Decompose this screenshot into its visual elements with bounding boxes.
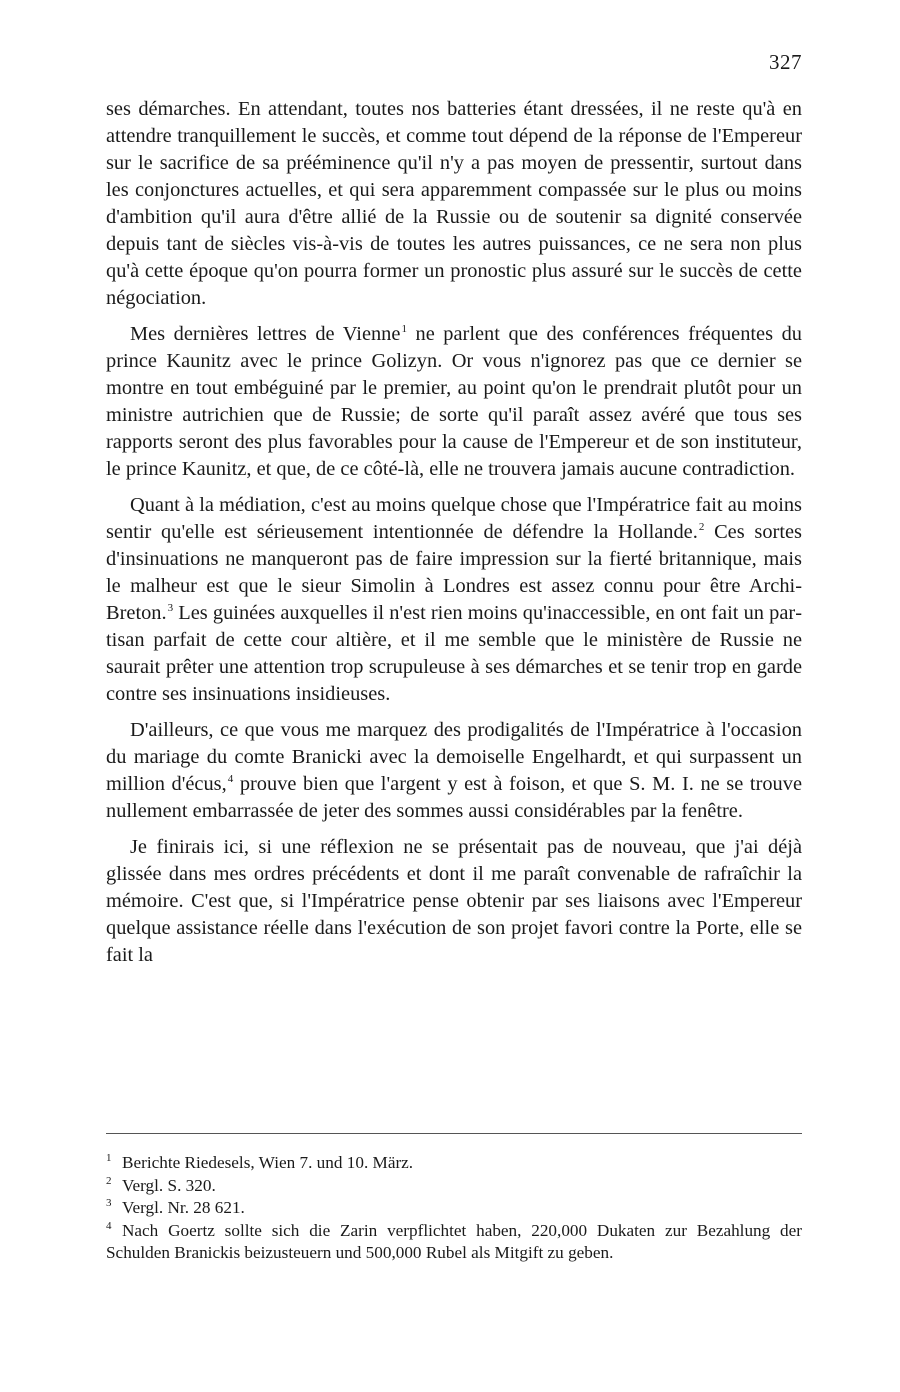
main-text (106, 96, 802, 978)
paragraph-1: ses démarches. En attendant, toutes nos batteries étant dressées, il ne reste qu'à en attendre tranquillement le succès, et comme tout dépend de la réponse de l'Empereur sur le sacrifice de sa prééminence qu'il n'y a pas moyen de pressentir, surtout dans les conjonctures actuelles, et qui sera apparemment compassée sur le plus ou moins d'ambition qu'il aura d'être allié de la Russie ou de soutenir sa dignité conservée depuis tant de siècles vis-à-vis de toutes les autres puissances, ce ne sera non plus qu'à cette époque qu'on pourra former un pronostic plus assuré sur le succès de cette négociation. (106, 98, 802, 309)
footnote-reference: 3 (167, 602, 174, 615)
footnote-4: 4 Nach Goertz sollte sich die Zarin verpflichtet haben, 220,000 Dukaten zur Bezahlung der Schulden Branickis beizusteuern und 500,000 Rubel als Mitgift zu geben. (106, 1219, 802, 1262)
paragraph-text: ne parlent que des conférences fréquentes du prince Kaunitz avec le prince Golizyn. Or vous n'ignorez pas que ce dernier se montre en tout embéguiné par le premier, au point qu'on le prendrait plutôt pour un ministre autrichien que de Russie; de sorte qu'il paraît assez avéré que tous ses rapports seront des plus favorables pour la cause de l'Empereur et de son instituteur, le prince Kaunitz, et que, de ce côté-là, elle ne trouvera jamais aucune contradiction. (106, 323, 802, 480)
footnote-2: 2 Vergl. S. 320. (106, 1174, 216, 1195)
footnote-divider (106, 1133, 802, 1134)
paragraph-5: Je finirais ici, si une réflexion ne se présentait pas de nouveau, que j'ai déjà glissée dans mes ordres précédents et dont il me paraît convenable de rafraîchir la mémoire. C'est que, si l'Impératrice pense obtenir par ses liaisons avec l'Empereur quelque assistance réelle dans l'exécution de son projet favori contre la Porte, elle se fait la (106, 836, 802, 966)
paragraph-text: prouve bien que l'argent y est à foison, et que S. M. I. ne se trouve nullement embarrassée de jeter des sommes aussi considérables par la fenêtre. (106, 773, 802, 822)
footnote-3: 3 Vergl. Nr. 28 621. (106, 1197, 245, 1217)
page-number: 327 (769, 50, 802, 74)
footnote-text: Berichte Riedesels, Wien 7. und 10. März. (122, 1153, 414, 1172)
paragraph-text: Quant à la médiation, c'est au moins quelque chose que l'Impératrice fait au moins sentir qu'elle est sérieusement intentionnée de défendre la Hollande. (106, 494, 802, 543)
paragraph-text: Les guinées auxquelles il n'est rien moins qu'inaccessible, en ont fait un partisan parfait de cette cour altière, et il me semble que le ministère de Russie ne saurait prêter une attention trop scrupuleuse à ses démarches et se tenir trop en garde contre ses insinuations insidieuses. (106, 602, 802, 705)
footnote-reference: 4 (227, 773, 234, 786)
footnotes (106, 1152, 802, 1265)
footnote-1: 1 Berichte Riedesels, Wien 7. und 10. März. (106, 1152, 414, 1172)
footnote-reference: 2 (698, 521, 705, 534)
paragraph-2 (106, 321, 802, 483)
footnote-reference: 1 (401, 323, 407, 336)
footnote-text: Nach Goertz sollte sich die Zarin verpflichtet haben, 220,000 Dukaten zur Bezahlung der Schulden Branickis beizusteuern und 500,000 Rubel als Mitgift zu geben. (106, 1220, 802, 1262)
footnote-text: Vergl. S. 320. (122, 1175, 216, 1195)
paragraph-4 (106, 717, 802, 825)
paragraph-text: D'ailleurs, ce que vous me marquez des prodigalités de l'Impératrice à l'occasion du mariage du comte Branicki avec la demoiselle Engelhardt, et qui surpassent un million d'écus, (106, 719, 802, 795)
paragraph-3 (106, 492, 802, 708)
paragraph-text: Ces sortes d'insinuations ne manqueront pas de faire impression sur la fierté britannique, mais le malheur est que le sieur Simolin à Londres est assez connu pour être Archi-Breton. (106, 521, 802, 624)
footnote-text: Vergl. Nr. 28 621. (122, 1198, 245, 1217)
paragraph-text: Mes dernières lettres de Vienne (130, 323, 401, 345)
